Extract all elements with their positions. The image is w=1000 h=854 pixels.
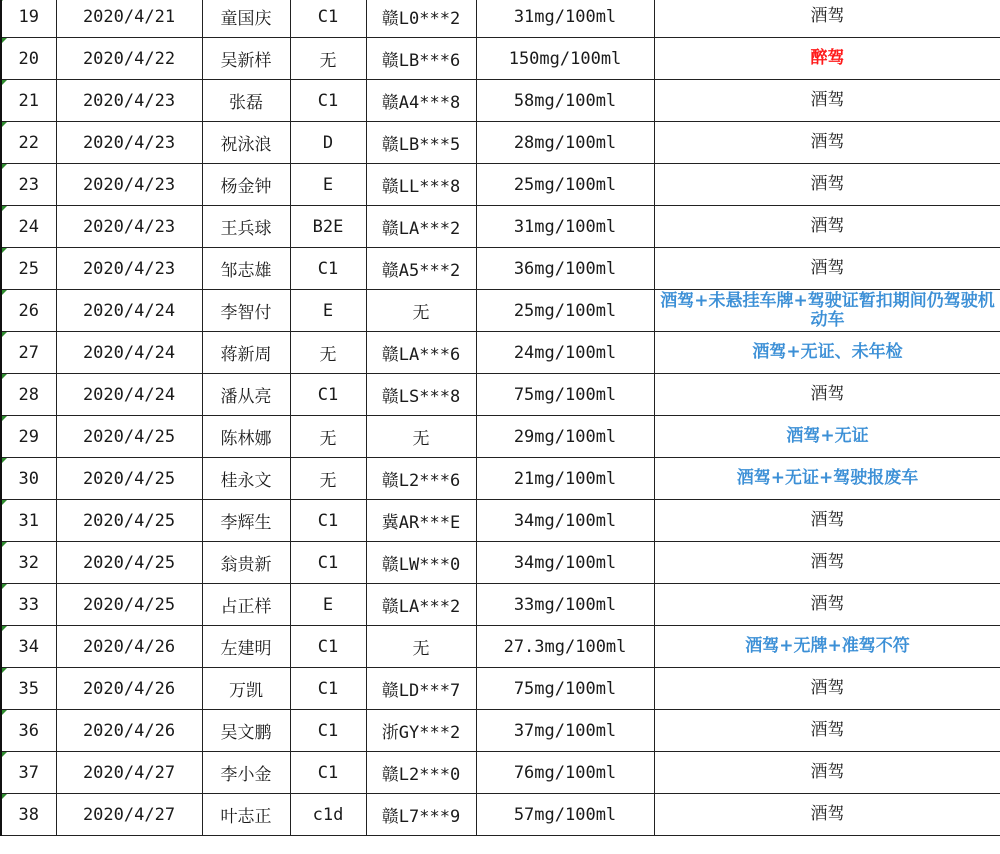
plate-number-cell[interactable]: 赣L2***6 xyxy=(366,458,476,500)
name-cell[interactable]: 邹志雄 xyxy=(202,248,290,290)
plate-number-cell[interactable]: 赣LW***0 xyxy=(366,542,476,584)
name-cell[interactable]: 占正样 xyxy=(202,584,290,626)
row-index-cell[interactable]: 23 xyxy=(1,164,56,206)
name-cell[interactable]: 蒋新周 xyxy=(202,332,290,374)
name-cell[interactable]: 童国庆 xyxy=(202,0,290,38)
plate-number-cell[interactable]: 赣LB***5 xyxy=(366,122,476,164)
alcohol-level-cell[interactable]: 25mg/100ml xyxy=(476,290,654,332)
license-class-cell[interactable]: C1 xyxy=(290,374,366,416)
license-class-cell[interactable]: C1 xyxy=(290,80,366,122)
license-class-cell[interactable]: C1 xyxy=(290,710,366,752)
license-class-cell[interactable]: 无 xyxy=(290,458,366,500)
plate-number-cell[interactable]: 赣LA***6 xyxy=(366,332,476,374)
violation-cell[interactable]: 酒驾 xyxy=(654,668,1000,710)
violation-cell[interactable]: 酒驾+无证 xyxy=(654,416,1000,458)
plate-number-cell[interactable]: 赣A4***8 xyxy=(366,80,476,122)
violation-cell[interactable]: 酒驾 xyxy=(654,584,1000,626)
license-class-cell[interactable]: D xyxy=(290,122,366,164)
table-row xyxy=(1,458,1000,500)
date-cell[interactable]: 2020/4/25 xyxy=(56,584,202,626)
license-class-cell[interactable]: C1 xyxy=(290,500,366,542)
plate-number-cell[interactable]: 赣LL***8 xyxy=(366,164,476,206)
date-cell[interactable]: 2020/4/26 xyxy=(56,710,202,752)
violation-cell[interactable]: 酒驾 xyxy=(654,122,1000,164)
name-cell[interactable]: 万凯 xyxy=(202,668,290,710)
row-index-cell[interactable]: 21 xyxy=(1,80,56,122)
alcohol-level-cell[interactable]: 34mg/100ml xyxy=(476,542,654,584)
date-cell[interactable]: 2020/4/22 xyxy=(56,38,202,80)
date-cell[interactable]: 2020/4/24 xyxy=(56,332,202,374)
plate-number-cell[interactable]: 赣LD***7 xyxy=(366,668,476,710)
plate-number-cell[interactable]: 赣LB***6 xyxy=(366,38,476,80)
plate-number-cell[interactable]: 赣L0***2 xyxy=(366,0,476,38)
violation-cell[interactable]: 酒驾 xyxy=(654,710,1000,752)
alcohol-level-cell[interactable]: 31mg/100ml xyxy=(476,0,654,38)
plate-number-cell[interactable]: 赣L2***0 xyxy=(366,752,476,794)
license-class-cell[interactable]: C1 xyxy=(290,542,366,584)
violation-cell[interactable]: 酒驾 xyxy=(654,374,1000,416)
alcohol-level-cell[interactable]: 36mg/100ml xyxy=(476,248,654,290)
violation-cell[interactable]: 酒驾 xyxy=(654,752,1000,794)
alcohol-level-cell[interactable]: 75mg/100ml xyxy=(476,374,654,416)
table-row xyxy=(1,626,1000,668)
row-index-cell[interactable]: 19 xyxy=(1,0,56,38)
date-cell[interactable]: 2020/4/23 xyxy=(56,206,202,248)
table-row xyxy=(1,416,1000,458)
date-cell[interactable]: 2020/4/25 xyxy=(56,542,202,584)
table-row xyxy=(1,374,1000,416)
violation-cell[interactable]: 酒驾 xyxy=(654,0,1000,38)
name-cell[interactable]: 李辉生 xyxy=(202,500,290,542)
date-cell[interactable]: 2020/4/25 xyxy=(56,500,202,542)
plate-number-cell[interactable]: 浙GY***2 xyxy=(366,710,476,752)
name-cell[interactable]: 潘从亮 xyxy=(202,374,290,416)
table-row xyxy=(1,584,1000,626)
alcohol-level-cell[interactable]: 25mg/100ml xyxy=(476,164,654,206)
license-class-cell[interactable]: C1 xyxy=(290,626,366,668)
alcohol-level-cell[interactable]: 31mg/100ml xyxy=(476,206,654,248)
name-cell[interactable]: 张磊 xyxy=(202,80,290,122)
date-cell[interactable]: 2020/4/24 xyxy=(56,290,202,332)
plate-number-cell[interactable]: 赣A5***2 xyxy=(366,248,476,290)
license-class-cell[interactable]: C1 xyxy=(290,752,366,794)
name-cell[interactable]: 李智付 xyxy=(202,290,290,332)
table-row xyxy=(1,0,1000,38)
alcohol-level-cell[interactable]: 34mg/100ml xyxy=(476,500,654,542)
license-class-cell[interactable]: 无 xyxy=(290,332,366,374)
alcohol-level-cell[interactable]: 21mg/100ml xyxy=(476,458,654,500)
violation-cell[interactable]: 酒驾 xyxy=(654,794,1000,836)
table-row xyxy=(1,164,1000,206)
row-index-cell[interactable]: 35 xyxy=(1,668,56,710)
name-cell[interactable]: 桂永文 xyxy=(202,458,290,500)
plate-number-cell[interactable]: 赣LA***2 xyxy=(366,206,476,248)
license-class-cell[interactable]: 无 xyxy=(290,416,366,458)
license-class-cell[interactable]: 无 xyxy=(290,38,366,80)
alcohol-level-cell[interactable]: 76mg/100ml xyxy=(476,752,654,794)
table-row xyxy=(1,290,1000,332)
date-cell[interactable]: 2020/4/26 xyxy=(56,626,202,668)
violation-cell[interactable]: 酒驾+无牌+准驾不符 xyxy=(654,626,1000,668)
name-cell[interactable]: 王兵球 xyxy=(202,206,290,248)
date-cell[interactable]: 2020/4/27 xyxy=(56,794,202,836)
name-cell[interactable]: 翁贵新 xyxy=(202,542,290,584)
alcohol-level-cell[interactable]: 150mg/100ml xyxy=(476,38,654,80)
row-index-cell[interactable]: 25 xyxy=(1,248,56,290)
alcohol-level-cell[interactable]: 27.3mg/100ml xyxy=(476,626,654,668)
table-row xyxy=(1,668,1000,710)
violations-table-body xyxy=(1,0,1000,836)
row-index-cell[interactable]: 33 xyxy=(1,584,56,626)
license-class-cell[interactable]: C1 xyxy=(290,0,366,38)
plate-number-cell[interactable]: 赣LS***8 xyxy=(366,374,476,416)
alcohol-level-cell[interactable]: 57mg/100ml xyxy=(476,794,654,836)
date-cell[interactable]: 2020/4/26 xyxy=(56,668,202,710)
row-index-cell[interactable]: 20 xyxy=(1,38,56,80)
row-index-cell[interactable]: 36 xyxy=(1,710,56,752)
row-index-cell[interactable]: 31 xyxy=(1,500,56,542)
alcohol-level-cell[interactable]: 75mg/100ml xyxy=(476,668,654,710)
plate-number-cell[interactable]: 赣L7***9 xyxy=(366,794,476,836)
plate-number-cell[interactable]: 无 xyxy=(366,416,476,458)
alcohol-level-cell[interactable]: 37mg/100ml xyxy=(476,710,654,752)
violation-cell[interactable]: 酒驾 xyxy=(654,500,1000,542)
date-cell[interactable]: 2020/4/24 xyxy=(56,374,202,416)
violation-cell[interactable]: 酒驾 xyxy=(654,542,1000,584)
date-cell[interactable]: 2020/4/23 xyxy=(56,164,202,206)
row-index-cell[interactable]: 34 xyxy=(1,626,56,668)
license-class-cell[interactable]: B2E xyxy=(290,206,366,248)
violation-cell[interactable]: 酒驾 xyxy=(654,164,1000,206)
row-index-cell[interactable]: 38 xyxy=(1,794,56,836)
row-index-cell[interactable]: 26 xyxy=(1,290,56,332)
alcohol-level-cell[interactable]: 24mg/100ml xyxy=(476,332,654,374)
name-cell[interactable]: 吴新样 xyxy=(202,38,290,80)
violation-cell[interactable]: 酒驾 xyxy=(654,206,1000,248)
row-index-cell[interactable]: 29 xyxy=(1,416,56,458)
table-row xyxy=(1,542,1000,584)
alcohol-level-cell[interactable]: 29mg/100ml xyxy=(476,416,654,458)
date-cell[interactable]: 2020/4/23 xyxy=(56,122,202,164)
violation-cell[interactable]: 酒驾+未悬挂车牌+驾驶证暂扣期间仍驾驶机动车 xyxy=(654,290,1000,332)
date-cell[interactable]: 2020/4/23 xyxy=(56,248,202,290)
table-row xyxy=(1,710,1000,752)
alcohol-level-cell[interactable]: 58mg/100ml xyxy=(476,80,654,122)
table-row xyxy=(1,38,1000,80)
license-class-cell[interactable]: c1d xyxy=(290,794,366,836)
date-cell[interactable]: 2020/4/21 xyxy=(56,0,202,38)
date-cell[interactable]: 2020/4/23 xyxy=(56,80,202,122)
name-cell[interactable]: 左建明 xyxy=(202,626,290,668)
name-cell[interactable]: 吴文鹏 xyxy=(202,710,290,752)
alcohol-level-cell[interactable]: 33mg/100ml xyxy=(476,584,654,626)
row-index-cell[interactable]: 27 xyxy=(1,332,56,374)
plate-number-cell[interactable]: 冀AR***E xyxy=(366,500,476,542)
table-row xyxy=(1,500,1000,542)
license-class-cell[interactable]: E xyxy=(290,584,366,626)
license-class-cell[interactable]: E xyxy=(290,164,366,206)
license-class-cell[interactable]: C1 xyxy=(290,248,366,290)
name-cell[interactable]: 祝泳浪 xyxy=(202,122,290,164)
row-index-cell[interactable]: 24 xyxy=(1,206,56,248)
name-cell[interactable]: 陈林娜 xyxy=(202,416,290,458)
name-cell[interactable]: 李小金 xyxy=(202,752,290,794)
alcohol-level-cell[interactable]: 28mg/100ml xyxy=(476,122,654,164)
row-index-cell[interactable]: 22 xyxy=(1,122,56,164)
date-cell[interactable]: 2020/4/25 xyxy=(56,458,202,500)
name-cell[interactable]: 叶志正 xyxy=(202,794,290,836)
table-row xyxy=(1,752,1000,794)
table-row xyxy=(1,794,1000,836)
table-row xyxy=(1,248,1000,290)
row-index-cell[interactable]: 37 xyxy=(1,752,56,794)
table-row xyxy=(1,206,1000,248)
plate-number-cell[interactable]: 无 xyxy=(366,626,476,668)
name-cell[interactable]: 杨金钟 xyxy=(202,164,290,206)
license-class-cell[interactable]: C1 xyxy=(290,668,366,710)
plate-number-cell[interactable]: 无 xyxy=(366,290,476,332)
table-row xyxy=(1,122,1000,164)
violation-cell[interactable]: 酒驾 xyxy=(654,80,1000,122)
violation-cell[interactable]: 酒驾+无证+驾驶报废车 xyxy=(654,458,1000,500)
violation-cell[interactable]: 醉驾 xyxy=(654,38,1000,80)
violation-cell[interactable]: 酒驾+无证、未年检 xyxy=(654,332,1000,374)
row-index-cell[interactable]: 32 xyxy=(1,542,56,584)
license-class-cell[interactable]: E xyxy=(290,290,366,332)
plate-number-cell[interactable]: 赣LA***2 xyxy=(366,584,476,626)
date-cell[interactable]: 2020/4/25 xyxy=(56,416,202,458)
date-cell[interactable]: 2020/4/27 xyxy=(56,752,202,794)
table-row xyxy=(1,332,1000,374)
row-index-cell[interactable]: 28 xyxy=(1,374,56,416)
table-row xyxy=(1,80,1000,122)
row-index-cell[interactable]: 30 xyxy=(1,458,56,500)
violation-cell[interactable]: 酒驾 xyxy=(654,248,1000,290)
